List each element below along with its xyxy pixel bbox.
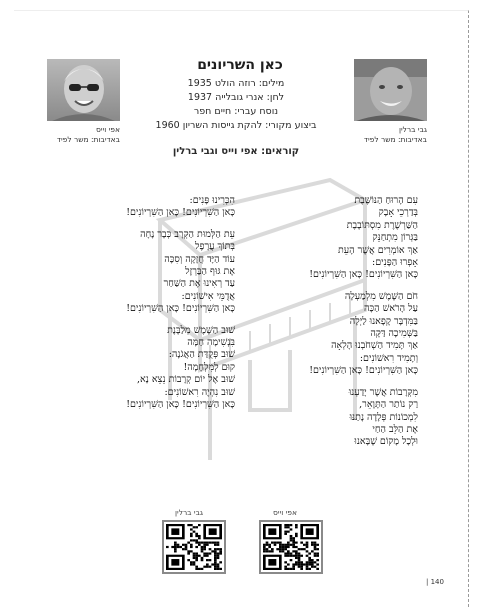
- lyric-line: כָּאן הַשִּׁרְיוֹנִים! כָּאן הַשִּׁרְיוֹנִים!: [309, 365, 418, 377]
- lyric-line: אַךְ תָּמִיד הַשְׁחֹבְנוּ הָלְאָה: [331, 340, 418, 352]
- lyric-line: וּלְכָל מָקוֹם שֶׁבָּאנוּ: [354, 436, 418, 448]
- lyric-line: לִמְכוֹנוֹת פְּלָדָה נָתַנּוּ: [349, 411, 418, 423]
- qr-code-left[interactable]: [162, 520, 226, 574]
- photo-credit-right: באדיבות: משר לפיד: [363, 135, 427, 144]
- stanza: [250, 387, 418, 449]
- lyric-line: אֶת גּוּף הַבַּרְזֶל: [185, 266, 235, 278]
- portrait-photo-left: [47, 59, 120, 121]
- lyric-line: אֶת הַלֵּב הַחַי: [372, 423, 418, 435]
- lyric-line: עַד רְאִינוּ אֶת הַשַּׁחַר: [163, 278, 235, 290]
- lyric-line: כָּאן הַשִּׁרְיוֹנִים! כָּאן הַשִּׁרְיוֹנִים!: [309, 269, 418, 281]
- person-name-left: אפי וייס: [95, 125, 120, 134]
- original-performance-credit: ביצוע מקורי: להקת גייסות השריון 1960: [155, 120, 317, 131]
- song-credits: [120, 77, 352, 133]
- lyric-line: עוֹד הַיָּד חֲזָקָה וְסִכָּה: [164, 253, 235, 265]
- page-number: | 140: [426, 578, 444, 586]
- qr-code-right[interactable]: [259, 520, 323, 574]
- lyric-line: עַל הָרֹאשׁ הַכָּה: [364, 303, 418, 315]
- lyric-line: קוּם לְמִלְחָמָה!: [183, 361, 235, 373]
- music-credit: לחן: אנרי גובלייה 1937: [187, 92, 285, 103]
- qr-label-left: גבי ברלין: [174, 508, 204, 517]
- lyric-line: הִכְּרִינוּ פָּנִים:: [189, 195, 235, 206]
- qr-label-right: אפי וייס: [272, 508, 298, 517]
- lyric-line: שׁוּב נִהְיֶה רִאשׁוֹנִים:: [164, 386, 235, 398]
- lyric-line: רַק נוֹתַר הַתָּוֶאֵר,: [359, 399, 418, 411]
- lyric-line: בְּדַרְכֵי אָבָק: [378, 207, 418, 219]
- lyric-line: שׁוּב פְּקֻדַּת הַאֲגֹנָה:: [168, 349, 235, 361]
- person-name-right: גבי ברלין: [398, 125, 427, 134]
- lyric-line: אָפְרוּ הַפָּנִים:: [372, 257, 418, 269]
- readers-line: קוראים: אפי וייס וגבי ברלין: [172, 146, 300, 157]
- lyric-line: עִם הָרוּחַ הַנּוֹשֶׁבֶת: [354, 195, 418, 206]
- lyric-line: בְּתוֹךְ עֲרָפֶל: [195, 241, 235, 253]
- lyrics-column-right: [250, 195, 418, 458]
- stanza: [60, 325, 235, 412]
- portrait-photo-right: [354, 59, 427, 121]
- lyric-line: בַּשְּׁמִיכָה דַּקָּה: [370, 328, 418, 340]
- lyric-line: שׁוּב הַשֶּׁמֶשׁ מְלַבֶּנֶת: [167, 324, 235, 336]
- lyric-line: בַּמִּדְבָּר קָפָאנוּ לַיְלָה: [349, 315, 418, 327]
- lyrics-column-left: [60, 195, 235, 421]
- lyric-line: חֹם הַשֶּׁמֶשׁ מִלְמַעְלָה: [344, 290, 418, 302]
- lyric-line: הַשַּׁרְשֶׁרֶת מִסְתּוֹבֶבֶת: [346, 219, 418, 231]
- song-title: כאן השריונים: [197, 57, 283, 73]
- lyric-line: בַּגְּרוֹן מִתְחַנֵּק: [372, 232, 418, 244]
- photo-credit-left: באדיבות: משר לפיד: [56, 135, 120, 144]
- caption-left: [30, 125, 120, 145]
- stanza: [60, 229, 235, 316]
- lyric-line: עֵת הַלְּמוּת הַקְּרָב כְּבָר נָחָה: [140, 228, 235, 240]
- stanza: [60, 195, 235, 220]
- lyric-line: כָּאן הַשִּׁרְיוֹנִים! כָּאן הַשִּׁרְיוֹנִים!: [126, 303, 235, 315]
- lyric-line: מִקְּרָבוֹת אֲשֶׁר יָדַעְנוּ: [348, 386, 418, 398]
- lyric-line: וְתָמִיד רִאשׁוֹנִים:: [359, 352, 418, 364]
- lyric-line: אֲדֻמֵּי אִישׁוֹנִים:: [181, 290, 235, 302]
- hebrew-version-credit: נוסח עברי: חיים חפר: [193, 106, 279, 117]
- lyric-line: כָּאן הַשִּׁרְיוֹנִים! כָּאן הַשִּׁרְיוֹנִים!: [126, 399, 235, 411]
- lyric-line: שׁוּב אֶל יוֹם קְרָבוֹת נֵצֵא נָא,: [137, 374, 235, 386]
- stanza: [250, 195, 418, 282]
- lyric-line: בִּנְשִׁימָה חַמָּה: [187, 337, 235, 349]
- lyrics-credit: מילים: רוזה הולט 1935: [187, 78, 285, 89]
- stanza: [250, 291, 418, 378]
- lyric-line: כָּאן הַשִּׁרְיוֹנִים! כָּאן הַשִּׁרְיוֹנִים!: [126, 207, 235, 219]
- lyric-line: אַךְ אוֹמְרִים אֲשֶׁר הָעֵת: [337, 244, 418, 256]
- caption-right: [337, 125, 427, 145]
